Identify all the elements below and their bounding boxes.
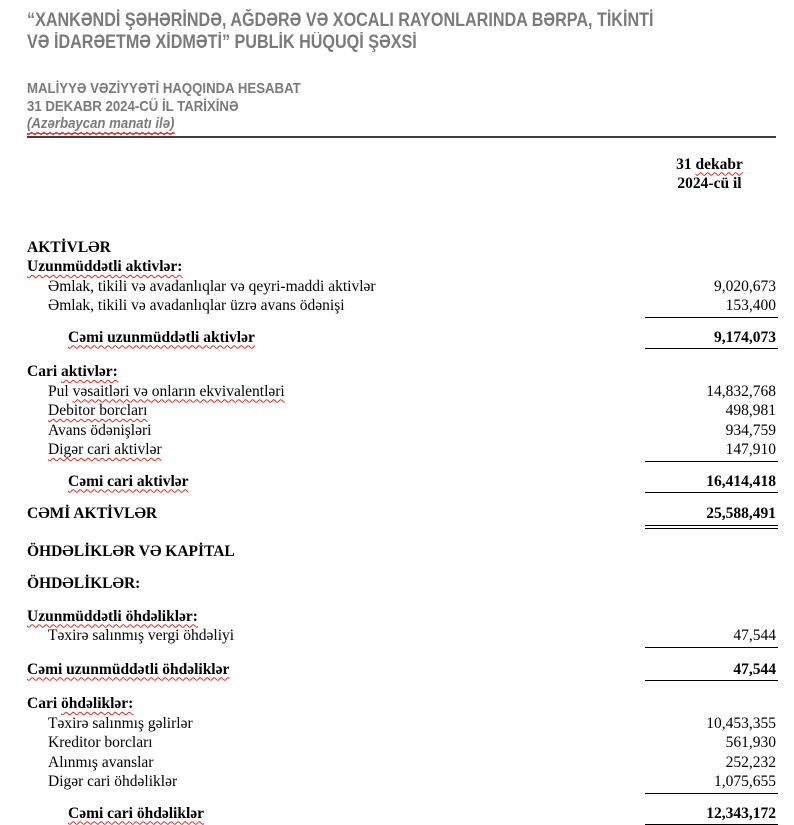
row-label (27, 607, 778, 627)
table-row (27, 382, 778, 402)
column-header-line2: 2024-cü il (643, 174, 776, 194)
label-text-spellcheck: Cəmi cari öhdəliklər (68, 805, 204, 822)
table-row (27, 574, 778, 594)
table-row (27, 257, 778, 277)
table-row (27, 714, 778, 734)
table-row (27, 401, 778, 421)
row-label (27, 238, 778, 258)
currency-note: (Azərbaycan manatı ilə) (27, 115, 174, 134)
organization-title (27, 10, 778, 54)
table-row (27, 362, 778, 382)
table-row (27, 660, 778, 682)
table-row (27, 328, 778, 350)
row-value: 147,910 (645, 440, 778, 462)
row-value: 1,075,655 (645, 772, 778, 794)
header-divider (27, 136, 776, 138)
organization-title-line1: “XANKƏNDİ ŞƏHƏRİNDƏ, AĞDƏRƏ VƏ XOCALI RAYONLARINDA BƏRPA, TİKİNTİ (27, 10, 665, 32)
label-text: Əmlak, tikili və avadanlıqlar üzrə avans ödənişi (48, 297, 345, 314)
row-label (27, 472, 645, 492)
row-label (27, 574, 778, 594)
row-label (27, 362, 778, 382)
table-row (27, 733, 778, 753)
currency-note-line (27, 115, 688, 134)
row-label (27, 277, 645, 297)
table-row (27, 472, 778, 494)
row-label (27, 660, 645, 680)
label-text-spellcheck: Uzunmüddətli aktivlər: (27, 258, 182, 275)
balance-sheet-table (27, 238, 778, 825)
table-row (27, 772, 778, 794)
table-row (27, 694, 778, 714)
label-text: 31 (676, 156, 695, 173)
row-label (27, 733, 645, 753)
document-header (27, 10, 778, 138)
table-row (27, 504, 778, 529)
row-label (27, 382, 645, 402)
label-text-spellcheck: öhdəliklər: (61, 695, 133, 712)
row-value: 16,414,418 (645, 472, 778, 494)
row-label (27, 753, 645, 773)
label-text: Təxirə salınmış vergi öhdəliyi (48, 627, 234, 644)
table-row (27, 607, 778, 627)
table-row (27, 277, 778, 297)
table-row (27, 296, 778, 318)
table-row (27, 626, 778, 648)
row-value: 934,759 (645, 421, 778, 441)
row-value: 9,020,673 (645, 277, 778, 297)
label-text: Cari (27, 363, 61, 380)
row-label (27, 714, 645, 734)
row-label (27, 804, 645, 824)
row-value: 561,930 (645, 733, 778, 753)
row-label (27, 421, 645, 441)
label-text: CƏMİ AKTİVLƏR (27, 505, 157, 522)
row-label (27, 296, 645, 316)
table-row (27, 753, 778, 773)
label-text-spellcheck: Debitor borcları (48, 402, 147, 419)
column-header-date (643, 155, 776, 194)
column-header-line1 (643, 155, 776, 175)
table-row (27, 440, 778, 462)
row-value: 14,832,768 (645, 382, 778, 402)
row-label (27, 626, 645, 646)
table-row (27, 804, 778, 825)
row-label (27, 257, 778, 277)
row-label (27, 440, 645, 460)
report-title: MALİYYƏ VƏZİYYƏTİ HAQQINDA HESABAT (27, 80, 688, 98)
row-value: 252,232 (645, 753, 778, 773)
label-text: ÖHDƏLİKLƏR VƏ KAPİTAL (27, 543, 235, 560)
row-value: 498,981 (645, 401, 778, 421)
label-text: AKTİVLƏR (27, 239, 111, 256)
row-value: 153,400 (645, 296, 778, 318)
organization-title-line2: VƏ İDARƏETMƏ XİDMƏTİ” PUBLİK HÜQUQİ ŞƏXSİ (27, 32, 665, 54)
row-label (27, 401, 645, 421)
row-value: 10,453,355 (645, 714, 778, 734)
row-value: 9,174,073 (645, 328, 778, 350)
label-text: Avans ödənişləri (48, 422, 151, 439)
label-text-spellcheck: Cəmi uzunmüddətli aktivlər (68, 329, 255, 346)
row-label (27, 542, 778, 562)
row-label (27, 772, 645, 792)
report-date-line: 31 DEKABR 2024-CÜ İL TARİXİNƏ (27, 98, 688, 116)
label-text-spellcheck: Cəmi cari aktivlər (68, 473, 189, 490)
label-text: Alınmış avanslar (48, 754, 153, 771)
label-text-spellcheck: aktivlər: (61, 363, 118, 380)
table-row (27, 238, 778, 258)
row-value: 25,588,491 (645, 504, 778, 529)
label-text-spellcheck: vəsaitləri və onların ekvivalentləri (73, 383, 285, 400)
label-text: Digər cari öhdəliklər (48, 773, 177, 790)
label-text: Pul (48, 383, 73, 400)
label-text: Kreditor borcları (48, 734, 153, 751)
label-text: Təxirə salınmış gəlirlər (48, 715, 193, 732)
row-value: 47,544 (645, 626, 778, 648)
label-text-spellcheck: dekabr (696, 156, 743, 173)
label-text: ÖHDƏLİKLƏR: (27, 575, 140, 592)
report-subtitle (27, 80, 778, 134)
label-text: Cari (27, 695, 61, 712)
row-label (27, 504, 645, 524)
row-label (27, 694, 778, 714)
row-value: 47,544 (645, 660, 778, 682)
label-text: Əmlak, tikili və avadanlıqlar və qeyri-maddi aktivlər (48, 278, 376, 295)
row-label (27, 328, 645, 348)
label-text-spellcheck: Digər cari aktivlər (48, 441, 162, 458)
label-text-spellcheck: Uzunmüddətli öhdəliklər: (27, 608, 198, 625)
table-row (27, 542, 778, 562)
table-row (27, 421, 778, 441)
label-text-spellcheck: Cəmi uzunmüddətli öhdəliklər (27, 661, 229, 678)
row-value: 12,343,172 (645, 804, 778, 825)
